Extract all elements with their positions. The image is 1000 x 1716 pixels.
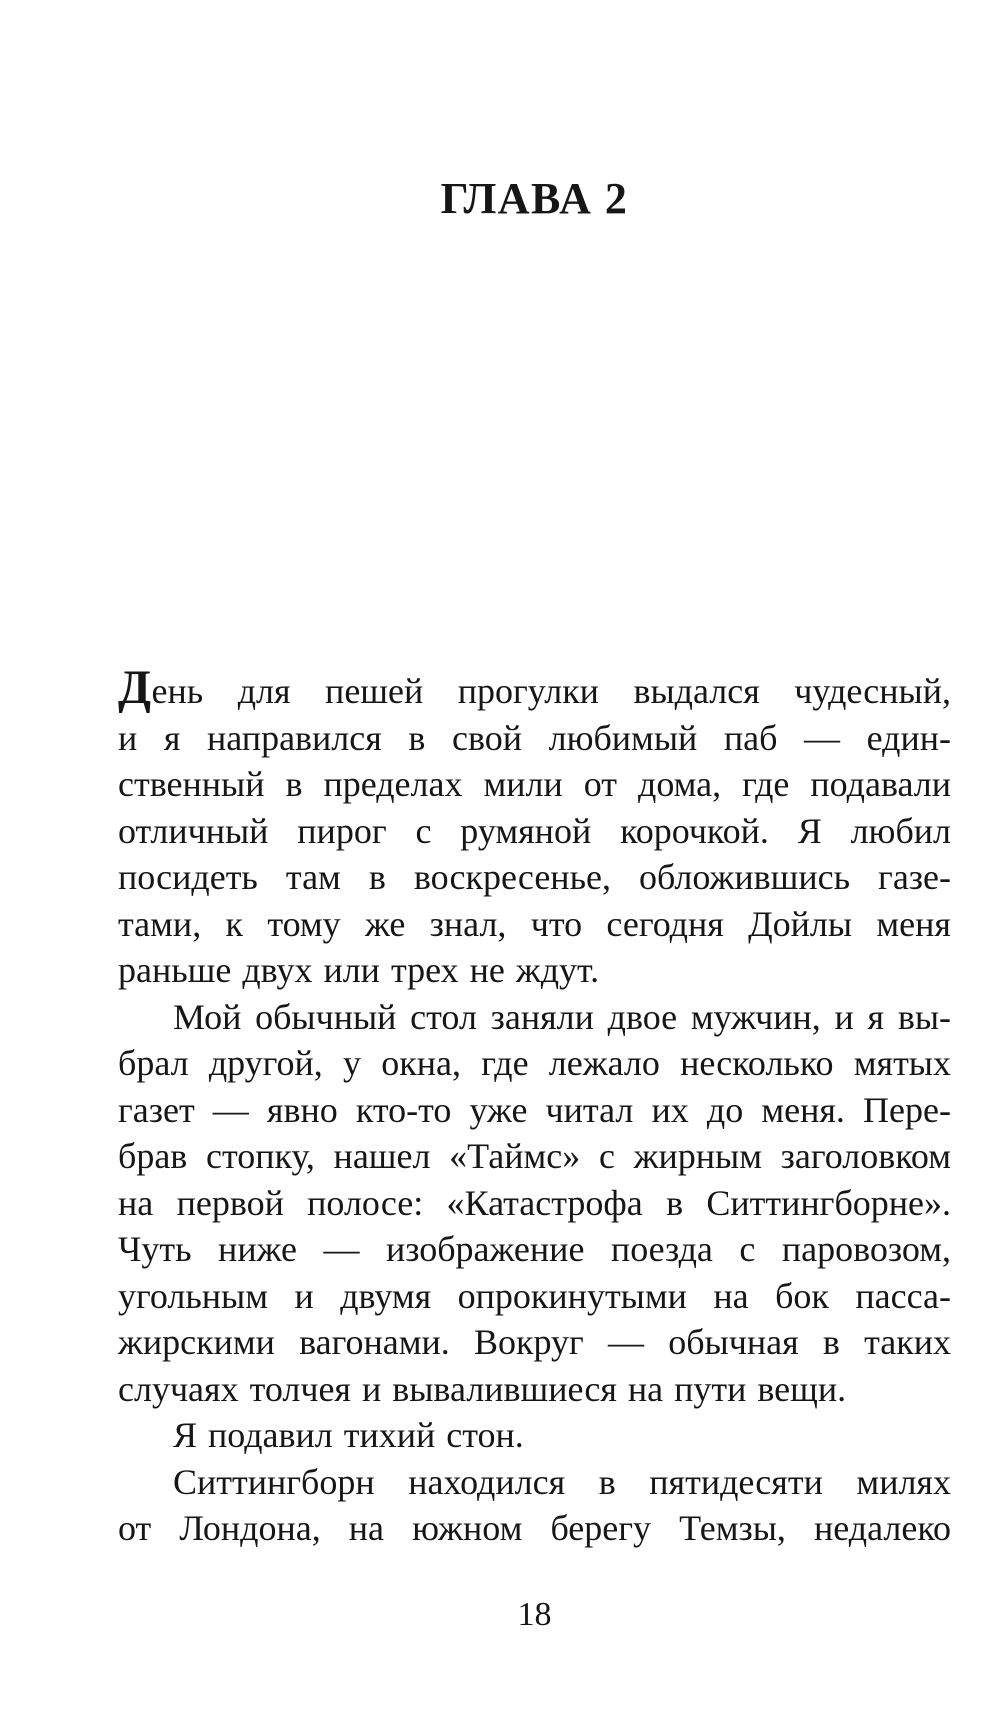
text-line: от Лондона, на южном берегу Темзы, недалеко (118, 1508, 951, 1548)
chapter-title: ГЛАВА 2 (440, 174, 629, 224)
page-number: 18 (517, 1596, 552, 1633)
body-text (118, 661, 951, 1552)
initial-capital-letter: Д (118, 661, 152, 714)
text-line: жирскими вагонами. Вокруг — обычная в таких (118, 1322, 951, 1362)
paragraph (118, 1412, 951, 1459)
text-line: посидеть там в воскресенье, обложившись газе- (118, 857, 951, 897)
paragraph (118, 1459, 951, 1552)
text-line: на первой полосе: «Катастрофа в Ситтингборне». (118, 1182, 951, 1223)
paragraph (118, 661, 951, 994)
text-line: случаях толчея и вывалившиеся на пути вещи. (118, 1368, 847, 1409)
paragraph (118, 994, 951, 1413)
text-line: раньше двух или трех не ждут. (118, 950, 600, 990)
text-line: брал другой, у окна, где лежало несколько мятых (118, 1043, 951, 1083)
text-line: отличный пирог с румяной корочкой. Я любил (118, 810, 951, 851)
text-line (118, 661, 951, 715)
text-line: Я подавил тихий стон. (173, 1415, 524, 1455)
text-line: газет — явно кто-то уже читал их до меня. Пере- (118, 1089, 951, 1130)
text-line-content: ень для пешей прогулки выдался чудесный, (151, 671, 951, 711)
text-line: ственный в пределах мили от дома, где подавали (118, 764, 951, 804)
text-line: Ситтингборн находился в пятидесяти милях (173, 1461, 951, 1502)
text-line: Чуть ниже — изображение поезда с паровозом, (118, 1229, 951, 1269)
text-line: Мой обычный стол заняли двое мужчин, и я вы- (173, 996, 951, 1037)
text-line: брав стопку, нашел «Таймс» с жирным заголовком (118, 1136, 951, 1176)
text-line: угольным и двумя опрокинутыми на бок пасса- (118, 1275, 951, 1316)
text-line: и я направился в свой любимый паб — един- (118, 717, 951, 758)
text-line: тами, к тому же знал, что сегодня Дойлы меня (118, 903, 951, 944)
